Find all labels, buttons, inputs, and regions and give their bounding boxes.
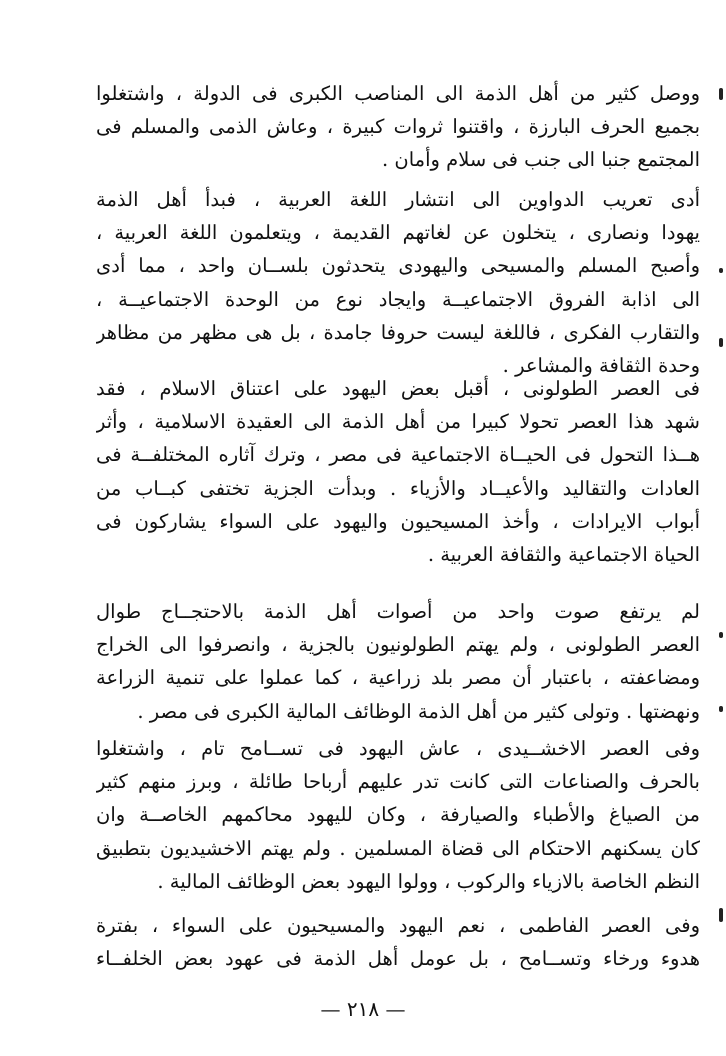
text-line: أدى تعريب الدواوين الى انتشار اللغة العربية ، فبدأ أهل الذمة [96,188,700,211]
text-line: ومضاعفته ، باعتبار أن مصر بلد زراعية ، كما عملوا على تنمية الزراعة [96,666,700,690]
text-line: المجتمع جنبا الى جنب فى سلام وأمان . [382,148,700,172]
text-line: هــذا التحول فى الحيــاة الاجتماعية فى مصر ، وترك آثاره المختلفــة فى [96,443,700,467]
text-line: بالحرف والصناعات التى كانت تدر عليهم أرباحا طائلة ، وبرز منهم كثير [96,770,700,794]
text-line: العصر الطولونى ، ولم يهتم الطولونيون بالجزية ، وانصرفوا الى الخراج [96,633,700,657]
text-line: بجميع الحرف البارزة ، واقتنوا ثروات كبيرة ، وعاش الذمى والمسلم فى [96,115,700,139]
paragraph-1 [96,77,700,177]
text-line: وفى العصر الفاطمى ، نعم اليهود والمسيحيون على السواء ، بفترة [96,914,700,937]
text-line: من الصياغ والأطباء والصيارفة ، وكان لليهود محاكمهم الخاصــة وان [96,803,700,827]
scan-edge-mark [719,338,723,347]
text-line: يهودا ونصارى ، يتخلون عن لغاتهم القديمة ، ويتعلمون اللغة العربية ، [96,221,700,245]
text-line: الى اذابة الفروق الاجتماعيــة وايجاد نوع من الوحدة الاجتماعيــة ، [96,287,700,311]
paragraph-4 [96,595,700,728]
text-line: العادات والتقاليد والأعيــاد والأزياء . وبدأت الجزية تختفى كبــاب من [96,476,700,500]
paragraph-2 [96,183,700,382]
text-line: وأصبح المسلم والمسيحى واليهودى يتحدثون بلســان واحد ، مما أدى [96,254,700,278]
paragraph-5 [96,732,700,898]
text-line: وفى العصر الاخشــيدى ، عاش اليهود فى تســامح تام ، واشتغلوا [96,737,700,760]
scan-edge-mark [719,268,723,273]
scan-edge-mark [719,706,723,712]
text-line: هدوء ورخاء وتســامح ، بل عومل أهل الذمة فى عهود بعض الخلفــاء [96,947,700,971]
scan-edge-mark [719,88,723,100]
paragraph-6 [96,909,700,975]
text-line: وحدة الثقافة والمشاعر . [502,353,700,377]
text-line: كان يسكنهم الاحتكام الى قضاة المسلمين . ولم يهتم الاخشيديون بتطبيق [96,836,700,860]
text-line: ونهضتها . وتولى كثير من أهل الذمة الوظائف المالية الكبرى فى مصر . [137,699,700,723]
text-line: لم يرتفع صوت واحد من أصوات أهل الذمة بالاحتجــاج طوال [96,600,700,623]
text-line: فى العصر الطولونى ، أقبل بعض اليهود على اعتناق الاسلام ، فقد [96,377,700,400]
text-line: ووصل كثير من أهل الذمة الى المناصب الكبرى فى الدولة ، واشتغلوا [96,82,700,105]
scan-edge-mark [719,632,723,638]
text-line: الحياة الاجتماعية والثقافة العربية . [427,542,700,566]
text-line: والتقارب الفكرى ، فاللغة ليست حروفا جامدة ، بل هى مظهر من مظاهر [96,320,700,344]
paragraph-3 [96,372,700,571]
text-line: النظم الخاصة بالازياء والركوب ، وولوا اليهود بعض الوظائف المالية . [157,869,700,893]
scan-edge-mark [719,908,723,922]
page-number: — ٢١٨ — [320,997,406,1021]
text-line: أبواب الايرادات ، وأخذ المسيحيون واليهود على السواء يشاركون فى [96,509,700,533]
text-line: شهد هذا العصر تحولا كبيرا من أهل الذمة الى العقيدة الاسلامية ، وأثر [96,410,700,434]
